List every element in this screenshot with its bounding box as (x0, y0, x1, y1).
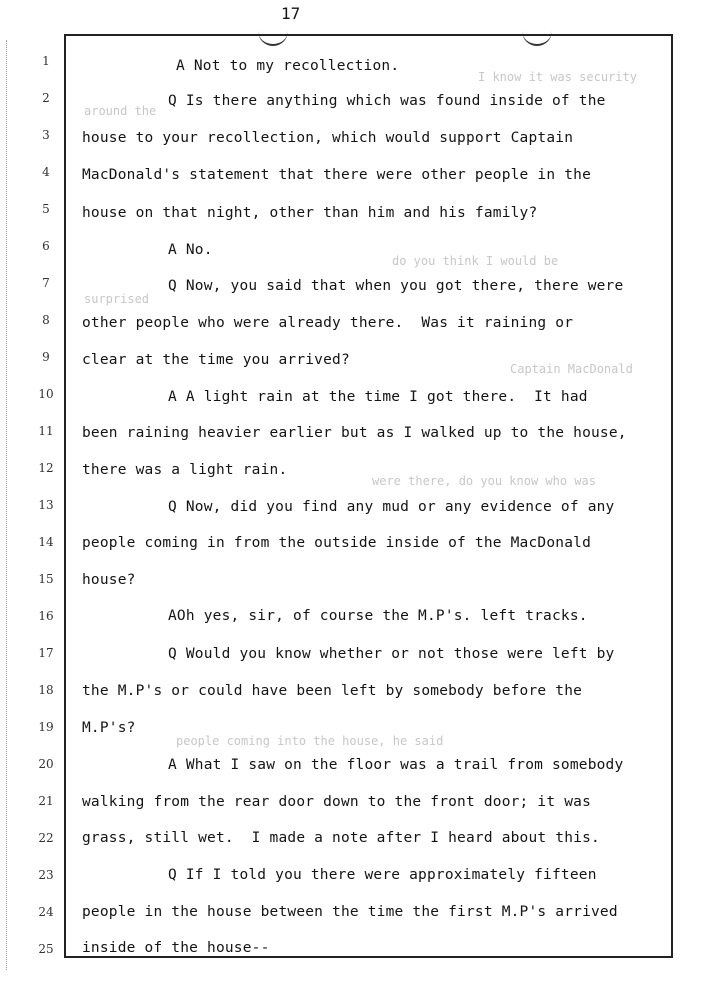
bleed-through-text: do you think I would be (392, 254, 559, 268)
bleed-through-text: I know it was security (478, 70, 637, 84)
transcript-line: A Not to my recollection. (176, 58, 400, 74)
transcript-line: other people who were already there. Was it raining or (82, 315, 574, 331)
transcript-line: been raining heavier earlier but as I walked up to the house, (82, 425, 627, 441)
bleed-through-text: around the (84, 104, 157, 118)
transcript-line: Q Now, did you find any mud or any evidence of any (168, 499, 615, 515)
line-number: 2 (42, 91, 50, 105)
transcript-line: walking from the rear door down to the front door; it was (82, 794, 591, 810)
transcript-line: the M.P's or could have been left by somebody before the (82, 683, 583, 699)
line-number: 8 (42, 313, 50, 327)
line-number: 25 (38, 942, 54, 956)
line-number: 3 (42, 128, 50, 142)
transcript-line: clear at the time you arrived? (82, 352, 350, 368)
transcript-line: Q If I told you there were approximately fifteen (168, 867, 597, 883)
line-number: 22 (38, 831, 54, 845)
transcript-line: Q Now, you said that when you got there, there were (168, 278, 624, 294)
line-number: 14 (38, 535, 54, 549)
line-number: 4 (42, 165, 50, 179)
transcript-line: people coming in from the outside inside of the MacDonald (82, 535, 591, 551)
left-margin-rule (6, 40, 8, 970)
transcript-line: people in the house between the time the first M.P's arrived (82, 904, 618, 920)
line-number: 21 (38, 794, 54, 808)
transcript-line: inside of the house-- (82, 940, 270, 956)
transcript-line: house on that night, other than him and his family? (82, 205, 538, 221)
transcript-line: there was a light rain. (82, 462, 288, 478)
line-number: 5 (42, 202, 50, 216)
transcript-line: AOh yes, sir, of course the M.P's. left tracks. (168, 608, 588, 624)
line-number: 19 (38, 720, 54, 734)
transcript-line: Q Is there anything which was found inside of the (168, 93, 606, 109)
line-number: 20 (38, 757, 54, 771)
line-number: 15 (38, 572, 54, 586)
bleed-through-text: were there, do you know who was (372, 474, 596, 488)
line-number: 13 (38, 498, 54, 512)
transcript-line: house to your recollection, which would support Captain (82, 130, 574, 146)
line-number: 10 (38, 387, 54, 401)
transcript-line: A A light rain at the time I got there. It had (168, 389, 588, 405)
line-number: 1 (42, 54, 50, 68)
line-number: 17 (38, 646, 54, 660)
page-number: 17 (281, 4, 301, 23)
line-number: 9 (42, 350, 50, 364)
line-number: 11 (38, 424, 54, 438)
line-number: 6 (42, 239, 50, 253)
transcript-line: grass, still wet. I made a note after I heard about this. (82, 830, 600, 846)
transcript-line: Q Would you know whether or not those were left by (168, 646, 615, 662)
line-number: 18 (38, 683, 54, 697)
bleed-through-text: people coming into the house, he said (176, 734, 444, 748)
bleed-through-text: Captain MacDonald (510, 362, 633, 376)
line-number: 12 (38, 461, 54, 475)
line-number: 7 (42, 276, 50, 290)
transcript-line: A No. (168, 242, 213, 258)
line-number: 16 (38, 609, 54, 623)
line-number: 24 (38, 905, 54, 919)
transcript-line: M.P's? (82, 720, 136, 736)
transcript-line: house? (82, 572, 136, 588)
bleed-through-text: surprised (84, 292, 150, 306)
line-number: 23 (38, 868, 54, 882)
transcript-line: MacDonald's statement that there were other people in the (82, 167, 591, 183)
transcript-line: A What I saw on the floor was a trail from somebody (168, 757, 624, 773)
